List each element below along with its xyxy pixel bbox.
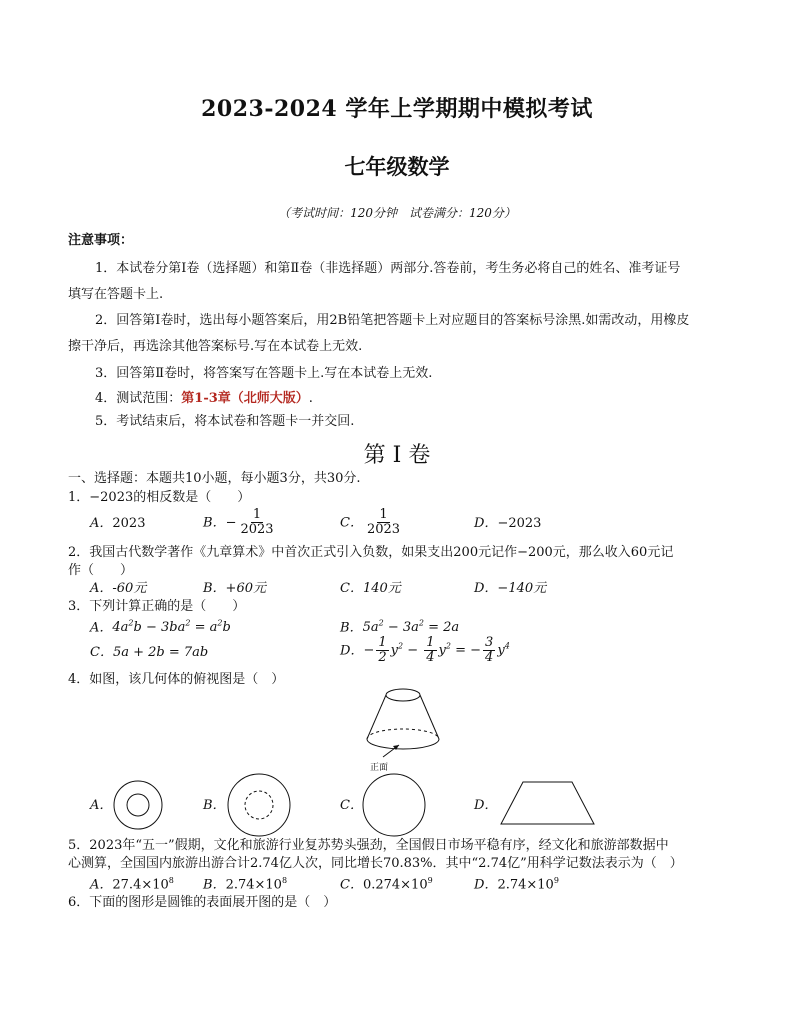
q3-d-label: D． bbox=[340, 643, 364, 659]
q1-b-fraction bbox=[238, 508, 275, 538]
q1-a-label: A． bbox=[90, 516, 113, 531]
q1-d-label: D． bbox=[474, 516, 498, 531]
notes-heading: 注意事项： bbox=[68, 233, 134, 248]
note-item-3: 3．回答第Ⅱ卷时，将答案写在答题卡上.写在本试卷上无效. bbox=[95, 366, 433, 381]
q3-c-expression: 5a + 2b = 7ab bbox=[112, 645, 209, 660]
q1-d-value: −2023 bbox=[497, 516, 542, 531]
q5-b-label: B． bbox=[203, 877, 226, 893]
question-2-stem-line2: 作（ ） bbox=[68, 563, 134, 578]
q5-a-exponent: 8 bbox=[168, 876, 174, 885]
question-1-stem: 1．−2023的相反数是（ ） bbox=[68, 490, 251, 505]
q5-option-a bbox=[90, 876, 174, 894]
q1-b-label: B． bbox=[203, 515, 226, 531]
front-view-label: 正面 bbox=[370, 763, 389, 773]
note-item-4 bbox=[95, 391, 313, 407]
q1-option-c bbox=[340, 508, 404, 538]
section-title: 第 I 卷 bbox=[363, 443, 431, 468]
note-item-4-prefix: 4．测试范围： bbox=[95, 391, 182, 406]
question-3-stem: 3．下列计算正确的是（ ） bbox=[68, 599, 246, 614]
q3-option-b bbox=[340, 619, 459, 637]
q1-a-value: 2023 bbox=[112, 516, 146, 531]
exam-info: （考试时间：120分钟 试卷满分：120分） bbox=[278, 206, 516, 220]
q3-d-expression: − $\frac{1}{2}$ $y^2$ − $\frac{1}{4}$ $y^2$ = − $\frac{3}{4}$ $y^4$ bbox=[363, 635, 510, 666]
question-4-stem: 4．如图，该几何体的俯视图是（ ） bbox=[68, 672, 285, 687]
q5-d-exponent: 9 bbox=[553, 876, 559, 885]
q4-option-a-figure bbox=[111, 778, 165, 832]
q5-option-d bbox=[474, 876, 559, 894]
q3-c-label: C． bbox=[90, 645, 113, 660]
q1-option-b bbox=[203, 508, 278, 538]
q2-option-b: B．+60元 bbox=[203, 581, 266, 596]
q5-option-b bbox=[203, 876, 287, 894]
q3-b-label: B． bbox=[340, 620, 363, 636]
exam-subtitle: 七年级数学 bbox=[344, 154, 450, 179]
q5-d-label: D． bbox=[474, 877, 498, 893]
q5-b-exponent: 8 bbox=[281, 876, 288, 885]
question-6-stem: 6．下面的图形是圆锥的表面展开图的是（ ） bbox=[68, 895, 337, 910]
q5-c-exponent: 9 bbox=[427, 876, 433, 885]
q5-c-value: 0.274×10 bbox=[362, 877, 428, 893]
q5-b-value: 2.74×10 bbox=[225, 877, 282, 893]
q4-option-c-figure bbox=[361, 772, 427, 838]
q2-option-c: C．140元 bbox=[340, 581, 401, 596]
test-range: 第1-3章（北师大版） bbox=[181, 391, 309, 406]
q5-c-label: C． bbox=[340, 877, 363, 893]
q4-d-label: D． bbox=[474, 798, 498, 813]
q1-c-label: C． bbox=[340, 515, 363, 531]
q1-b-numerator: 1 bbox=[252, 507, 262, 522]
note-item-5: 5．考试结束后，将本试卷和答题卡一并交回. bbox=[95, 414, 355, 429]
q3-a-expression: $4a^2b - 3ba^2 = a^2b$ bbox=[112, 619, 231, 636]
note-item-2-line1: 2．回答第Ⅰ卷时，选出每小题答案后，用2B铅笔把答题卡上对应题目的答案标号涂黑.如需改动，用橡皮 bbox=[95, 313, 690, 328]
exam-title: 2023-2024 学年上学期期中模拟考试 bbox=[201, 96, 593, 122]
note-item-1-line2: 填写在答题卡上. bbox=[68, 287, 164, 302]
q4-b-label: B． bbox=[203, 798, 226, 813]
q5-a-label: A． bbox=[90, 877, 113, 893]
q4-c-label: C． bbox=[340, 798, 363, 813]
q3-option-d bbox=[340, 636, 510, 666]
q1-b-denominator: 2023 bbox=[240, 522, 274, 538]
q1-option-d bbox=[474, 516, 541, 532]
q1-c-fraction bbox=[365, 508, 402, 538]
q4-a-label: A． bbox=[90, 798, 113, 813]
q1-option-a bbox=[90, 516, 145, 532]
q5-d-value: 2.74×10 bbox=[497, 877, 554, 893]
question-5-line1: 5．2023年“五一”假期，文化和旅游行业复苏势头强劲，全国假日市场平稳有序，经文化和旅游部数据中 bbox=[68, 838, 669, 853]
q5-a-value: 27.4×10 bbox=[112, 877, 169, 893]
q5-option-c bbox=[340, 876, 433, 894]
q3-option-c bbox=[90, 645, 208, 661]
q1-c-numerator: 1 bbox=[379, 507, 388, 522]
q2-option-d: D．−140元 bbox=[474, 581, 547, 596]
q3-a-label: A． bbox=[90, 620, 113, 636]
question-5-line2: 心测算，全国国内旅游出游合计2.74亿人次，同比增长70.83%．其中“2.74亿”用科学记数法表示为（ ） bbox=[68, 856, 683, 871]
note-item-2-line2: 擦干净后，再选涂其他答案标号.写在本试卷上无效. bbox=[68, 339, 363, 354]
q1-b-sign: − bbox=[225, 515, 237, 531]
q4-option-d-figure bbox=[498, 779, 598, 827]
q3-b-expression: $5a^2 - 3a^2 = 2a$ bbox=[362, 619, 460, 636]
q3-option-a bbox=[90, 619, 231, 637]
section-intro: 一、选择题：本题共10小题，每小题3分，共30分. bbox=[68, 471, 361, 486]
q2-option-a: A．-60元 bbox=[90, 581, 147, 596]
q1-c-denominator: 2023 bbox=[366, 522, 401, 538]
note-item-4-suffix: . bbox=[308, 391, 313, 406]
note-item-1-line1: 1．本试卷分第Ⅰ卷（选择题）和第Ⅱ卷（非选择题）两部分.答卷前，考生务必将自己的姓名、准考证号 bbox=[95, 261, 681, 276]
question-2-stem-line1: 2．我国古代数学著作《九章算术》中首次正式引入负数，如果支出200元记作−200元，那么收入60元记 bbox=[68, 545, 674, 560]
q4-option-b-figure bbox=[226, 772, 292, 838]
